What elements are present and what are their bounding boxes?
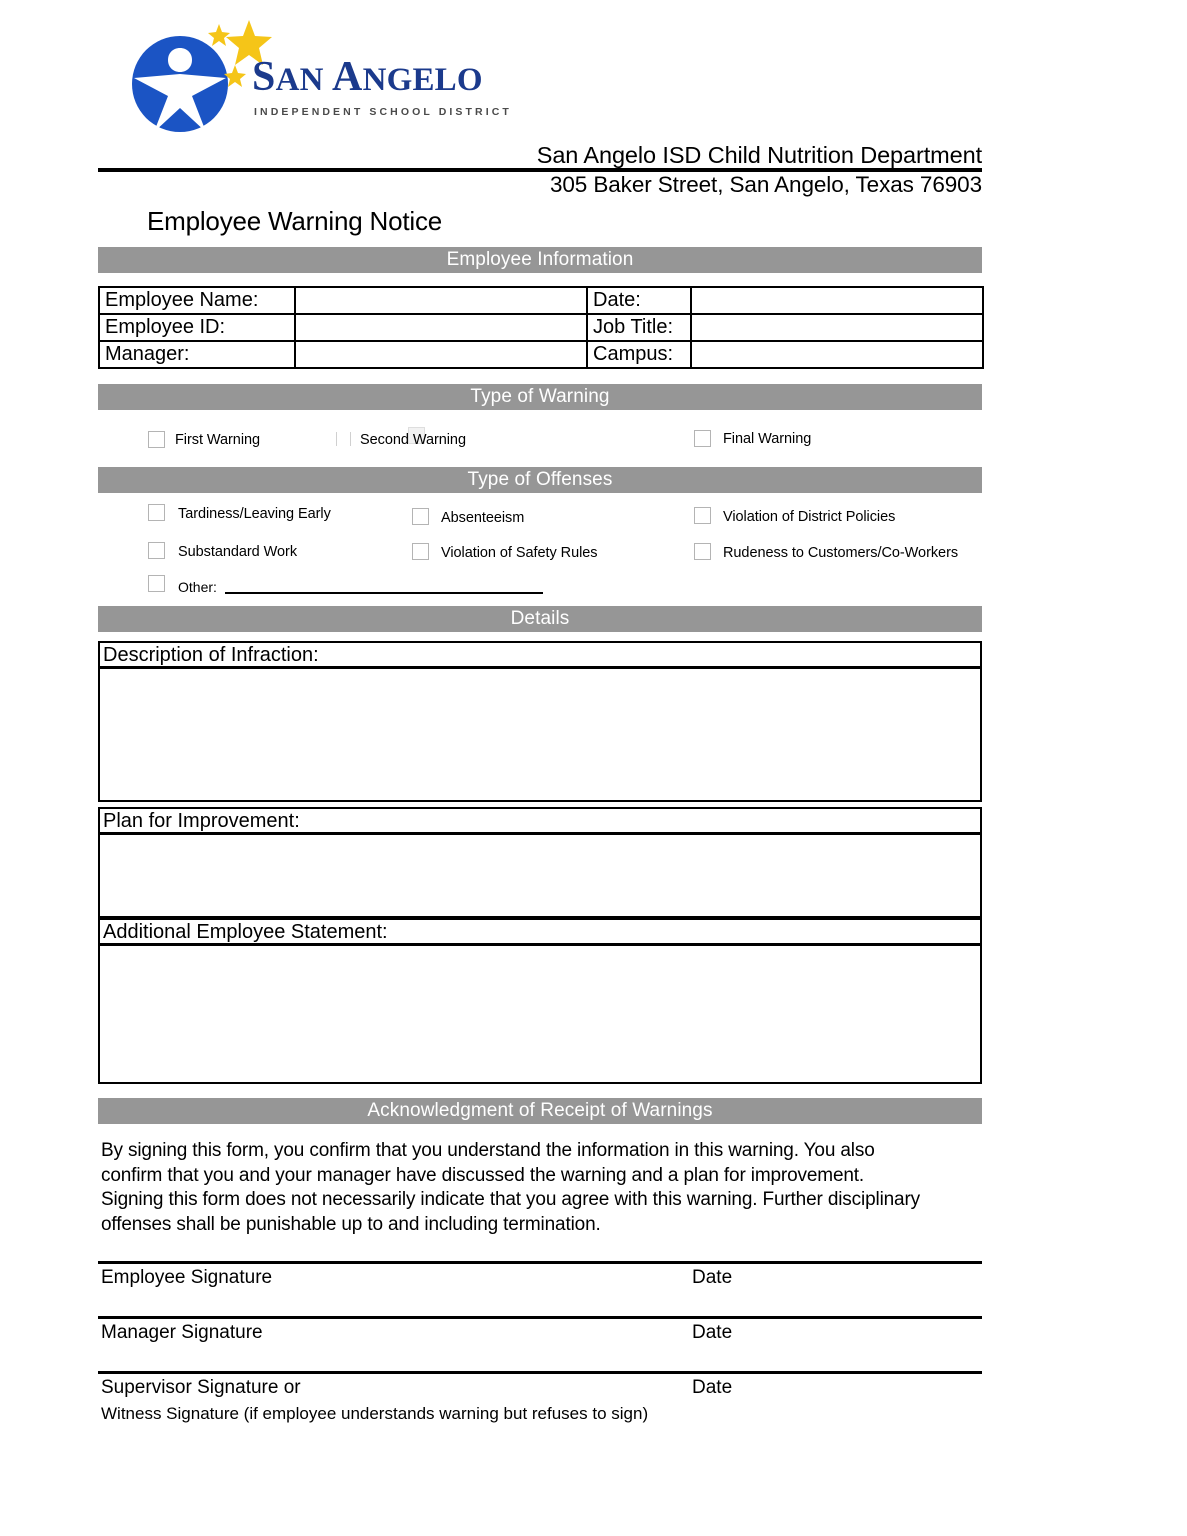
plan-for-improvement-textarea[interactable] [98,833,982,918]
description-of-infraction-textarea[interactable] [98,667,982,802]
manager-label: Manager: [99,341,295,368]
stray-mark-1 [336,432,337,446]
label-additional-employee-statement: Additional Employee Statement: [103,921,388,943]
employee-signature-line[interactable] [98,1261,982,1264]
district-logo [130,14,512,144]
label-supervisor-signature: Supervisor Signature or [101,1377,301,1398]
campus-label: Campus: [587,341,691,368]
label-absenteeism: Absenteeism [441,510,525,526]
manager-field[interactable] [295,341,587,368]
logo-wordmark: SAN ANGELO [252,54,483,100]
label-employee-signature: Employee Signature [101,1267,273,1288]
logo-subtitle: INDEPENDENT SCHOOL DISTRICT [254,106,512,118]
department-address: 305 Baker Street, San Angelo, Texas 76903 [549,172,982,197]
checkbox-final-warning[interactable] [694,430,711,447]
checkbox-violation-of-district-policies[interactable] [694,507,711,524]
label-violation-of-district-policies: Violation of District Policies [723,509,896,525]
label-supervisor-signature-date: Date [692,1377,733,1398]
page-title: Employee Warning Notice [147,206,443,236]
section-header-acknowledgment: Acknowledgment of Receipt of Warnings [98,1098,982,1124]
checkbox-tardiness-leaving-early[interactable] [148,504,165,521]
label-manager-signature-date: Date [692,1322,733,1343]
label-violation-of-safety-rules: Violation of Safety Rules [441,545,598,561]
section-header-type-of-offenses: Type of Offenses [98,467,982,493]
label-plan-for-improvement: Plan for Improvement: [103,810,300,832]
label-description-of-infraction: Description of Infraction: [103,644,319,666]
label-tardiness-leaving-early: Tardiness/Leaving Early [178,506,331,522]
checkbox-rudeness-to-customers[interactable] [694,543,711,560]
table-row [99,287,983,314]
section-header-type-of-warning: Type of Warning [98,384,982,410]
employee-name-label: Employee Name: [99,287,295,314]
label-substandard-work: Substandard Work [178,544,298,560]
checkbox-substandard-work[interactable] [148,542,165,559]
date-label: Date: [587,287,691,314]
other-offense-input[interactable] [225,592,543,594]
checkbox-other-offense[interactable] [148,575,165,592]
stray-mark-2 [350,432,351,446]
label-other-offense: Other: [178,579,217,595]
label-final-warning: Final Warning [723,431,812,447]
employee-name-field[interactable] [295,287,587,314]
employee-information-table [98,286,984,369]
label-manager-signature: Manager Signature [101,1322,263,1343]
employee-id-label: Employee ID: [99,314,295,341]
section-header-details: Details [98,606,982,632]
table-row [99,341,983,368]
supervisor-signature-line[interactable] [98,1371,982,1374]
section-header-employee-information: Employee Information [98,247,982,273]
department-heading: San Angelo ISD Child Nutrition Department [536,142,982,168]
label-rudeness-to-customers: Rudeness to Customers/Co-Workers [723,545,959,561]
checkbox-absenteeism[interactable] [412,508,429,525]
label-employee-signature-date: Date [692,1267,733,1288]
date-field[interactable] [691,287,983,314]
employee-id-field[interactable] [295,314,587,341]
job-title-field[interactable] [691,314,983,341]
acknowledgment-paragraph: By signing this form, you confirm that you understand the information in this warning. You also confirm that you and your manager have discussed the warning and a plan for improvement. Signing this form does not necessarily indicate that you agree with this warning. Further disciplinary offenses shall be punishable up to and including termination. [101,1140,921,1235]
label-first-warning: First Warning [175,432,261,448]
label-witness-signature-note: Witness Signature (if employee understands warning but refuses to sign) [101,1404,649,1423]
checkbox-first-warning[interactable] [148,431,165,448]
additional-employee-statement-textarea[interactable] [98,944,982,1084]
table-row [99,314,983,341]
job-title-label: Job Title: [587,314,691,341]
manager-signature-line[interactable] [98,1316,982,1319]
label-second-warning: Second Warning [360,432,466,448]
campus-field[interactable] [691,341,983,368]
checkbox-violation-of-safety-rules[interactable] [412,543,429,560]
